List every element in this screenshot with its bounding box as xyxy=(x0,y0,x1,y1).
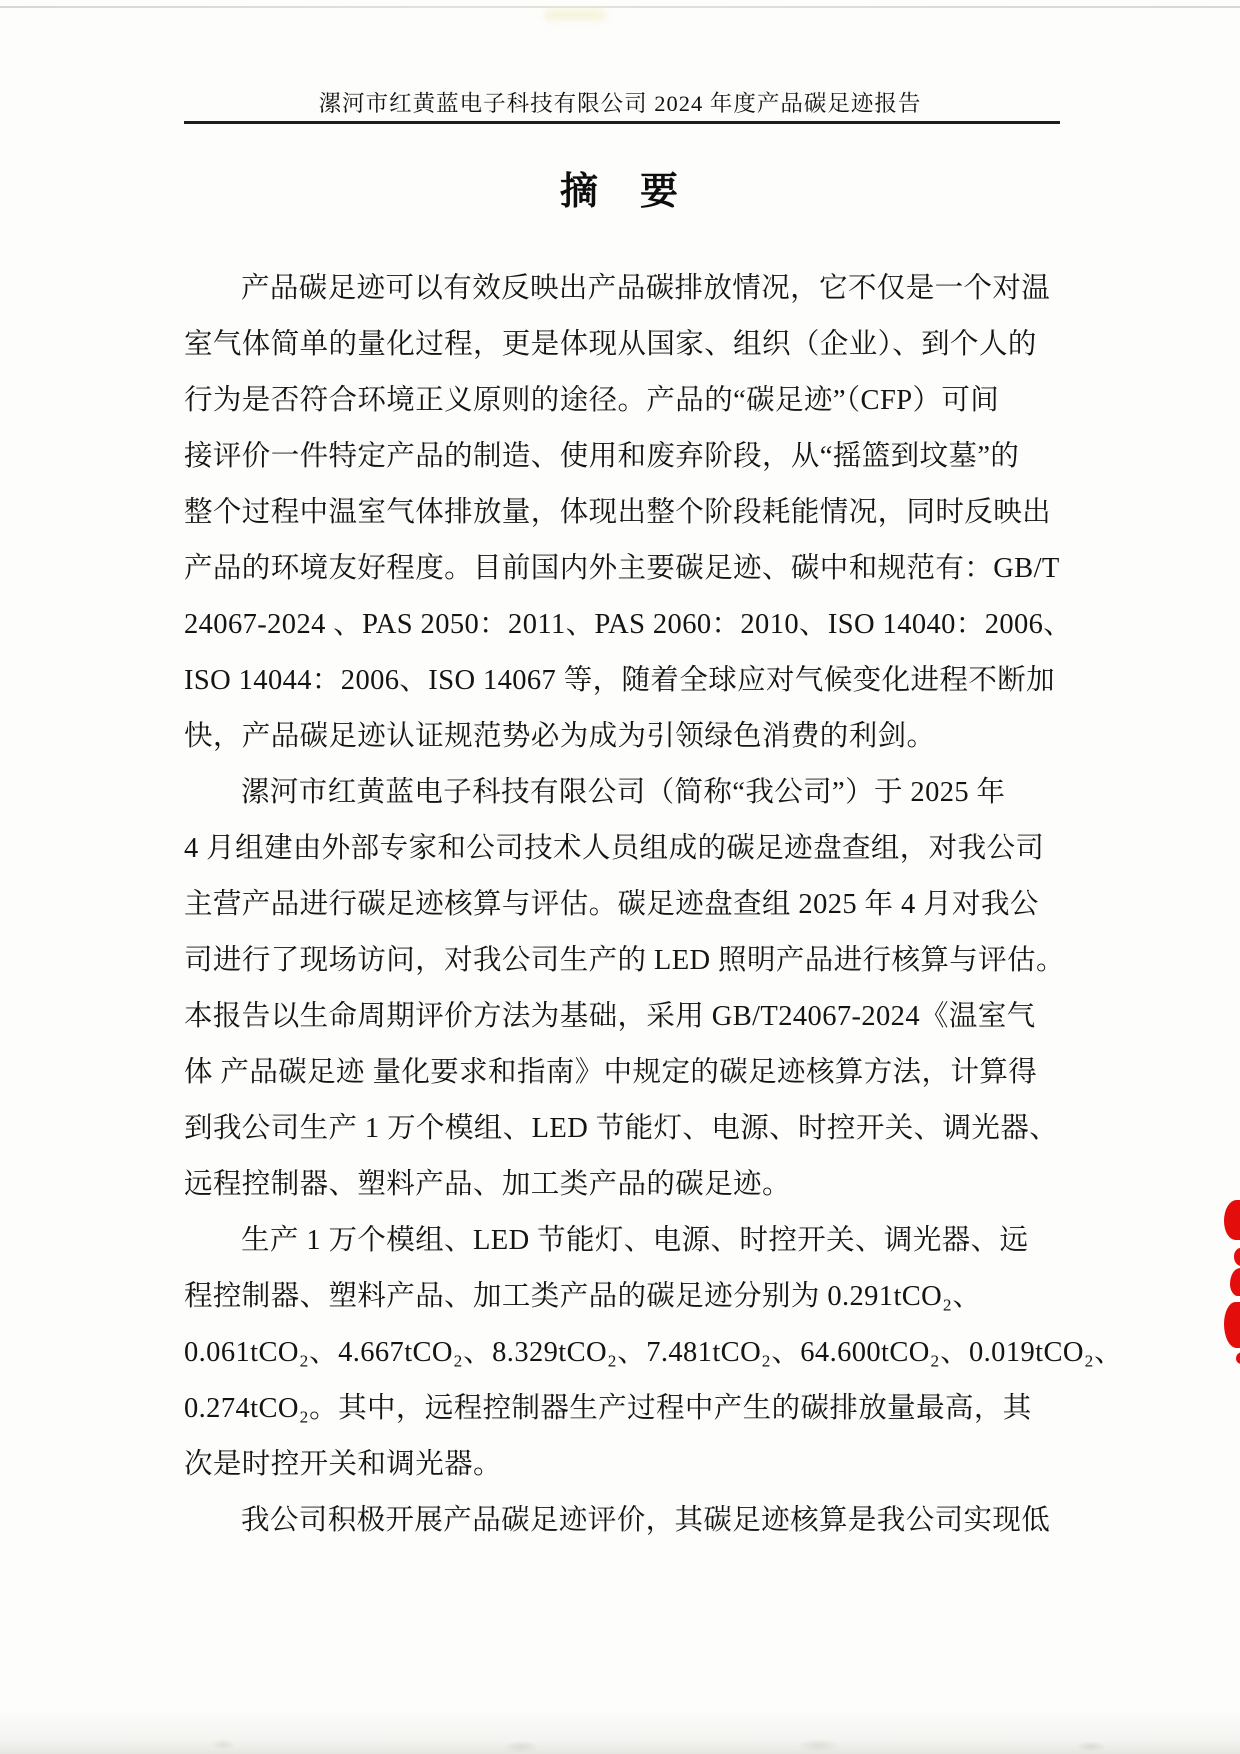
text-line: 快，产品碳足迹认证规范势必为成为引领绿色消费的利剑。 xyxy=(184,721,936,752)
text-line: 主营产品进行碳足迹核算与评估。碳足迹盘查组 2025 年 4 月对我公 xyxy=(184,889,1039,920)
body-text xyxy=(184,261,1124,1549)
text-line: 体 产品碳足迹 量化要求和指南》中规定的碳足迹核算方法，计算得 xyxy=(184,1057,1038,1088)
text-line: 产品的环境友好程度。目前国内外主要碳足迹、碳中和规范有：GB/T xyxy=(184,553,1060,584)
seal-fragment xyxy=(1236,1352,1240,1364)
seal-fragment xyxy=(1230,1268,1240,1296)
text-line: 生产 1 万个模组、LED 节能灯、电源、时控开关、调光器、远 xyxy=(241,1225,1029,1256)
text-line: ISO 14044：2006、ISO 14067 等，随着全球应对气候变化进程不断加 xyxy=(184,665,1056,696)
text-line: 产品碳足迹可以有效反映出产品碳排放情况，它不仅是一个对温 xyxy=(241,273,1051,304)
text-line: 0.061tCO₂、4.667tCO₂、8.329tCO₂、7.481tCO₂、64.600tCO₂、0.019tCO₂、 xyxy=(184,1337,1124,1368)
text-line: 次是时控开关和调光器。 xyxy=(184,1449,502,1480)
text-line: 0.274tCO₂。其中，远程控制器生产过程中产生的碳排放量最高，其 xyxy=(184,1393,1032,1424)
text-line: 远程控制器、塑料产品、加工类产品的碳足迹。 xyxy=(184,1169,791,1200)
text-line: 室气体简单的量化过程，更是体现从国家、组织（企业）、到个人的 xyxy=(184,329,1037,360)
text-line: 到我公司生产 1 万个模组、LED 节能灯、电源、时控开关、调光器、 xyxy=(184,1113,1059,1144)
seal-fragment xyxy=(1224,1200,1240,1240)
header-rule xyxy=(184,121,1060,124)
scan-artifact-top-line xyxy=(0,6,1240,8)
scan-artifact-bottom-band xyxy=(0,1708,1240,1754)
paragraph-2 xyxy=(184,765,1064,1213)
red-seal-stamp xyxy=(1218,1196,1240,1366)
paragraph-1 xyxy=(184,261,1073,765)
paragraph-3 xyxy=(184,1213,1124,1493)
text-line: 司进行了现场访问，对我公司生产的 LED 照明产品进行核算与评估。 xyxy=(184,945,1065,976)
page-title: 摘 要 xyxy=(559,171,680,213)
text-line: 本报告以生命周期评价方法为基础，采用 GB/T24067-2024《温室气 xyxy=(184,1001,1036,1032)
text-line: 漯河市红黄蓝电子科技有限公司（简称“我公司”）于 2025 年 xyxy=(241,777,1006,808)
running-header: 漯河市红黄蓝电子科技有限公司 2024 年度产品碳足迹报告 xyxy=(318,91,922,116)
seal-fragment xyxy=(1234,1248,1240,1266)
text-line: 整个过程中温室气体排放量，体现出整个阶段耗能情况，同时反映出 xyxy=(184,497,1052,528)
text-line: 24067-2024 、PAS 2050：2011、PAS 2060：2010、ISO 14040：2006、 xyxy=(184,609,1073,640)
text-line: 我公司积极开展产品碳足迹评价，其碳足迹核算是我公司实现低 xyxy=(241,1505,1051,1536)
scan-artifact-smudge xyxy=(545,10,605,20)
seal-fragment xyxy=(1224,1302,1240,1348)
text-line: 接评价一件特定产品的制造、使用和废弃阶段，从“摇篮到坟墓”的 xyxy=(184,441,1020,472)
text-line: 4 月组建由外部专家和公司技术人员组成的碳足迹盘查组，对我公司 xyxy=(184,833,1045,864)
text-line: 程控制器、塑料产品、加工类产品的碳足迹分别为 0.291tCO₂、 xyxy=(184,1281,982,1312)
paragraph-4 xyxy=(184,1493,1064,1549)
text-line: 行为是否符合环境正义原则的途径。产品的“碳足迹”（CFP）可间 xyxy=(184,385,1000,416)
